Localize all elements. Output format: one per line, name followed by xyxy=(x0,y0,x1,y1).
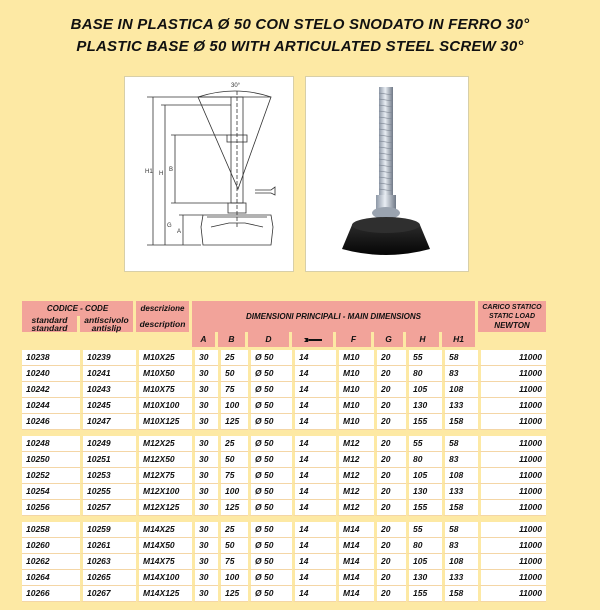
cell-dim-d: Ø 50 xyxy=(248,570,292,586)
cell-dim-b: 125 xyxy=(218,586,248,602)
col-standard-line2: standard xyxy=(31,323,68,333)
cell-dim-d: Ø 50 xyxy=(248,452,292,468)
cell-dim-a: 30 xyxy=(192,586,218,602)
cell-dim-d: Ø 50 xyxy=(248,538,292,554)
cell-description: M10X125 xyxy=(136,414,192,430)
cell-dim-h1: 58 xyxy=(442,522,478,538)
cell-dim-d: Ø 50 xyxy=(248,468,292,484)
cell-static-load: 11000 xyxy=(478,436,546,452)
cell-dim-b: 125 xyxy=(218,414,248,430)
cell-dim-f: M10 xyxy=(336,350,374,366)
cell-static-load: 11000 xyxy=(478,350,546,366)
cell-code-antislip: 10263 xyxy=(80,554,136,570)
cell-code-antislip: 10253 xyxy=(80,468,136,484)
cell-code-antislip: 10255 xyxy=(80,484,136,500)
table-row xyxy=(22,554,546,570)
cell-code-antislip: 10245 xyxy=(80,398,136,414)
cell-dim-d: Ø 50 xyxy=(248,500,292,516)
cell-dim-d: Ø 50 xyxy=(248,382,292,398)
cell-code-standard: 10266 xyxy=(22,586,80,602)
cell-dim-h1: 158 xyxy=(442,500,478,516)
cell-dim-f: M14 xyxy=(336,538,374,554)
col-b-header: B xyxy=(218,332,248,347)
dim-label-h1: H1 xyxy=(145,169,153,175)
dim-label-b: B xyxy=(169,167,174,173)
cell-code-standard: 10258 xyxy=(22,522,80,538)
cell-dim-g: 20 xyxy=(374,554,406,570)
cell-description: M14X50 xyxy=(136,538,192,554)
cell-code-standard: 10250 xyxy=(22,452,80,468)
cell-dim-g: 20 xyxy=(374,468,406,484)
cell-dim-h: 155 xyxy=(406,500,442,516)
cell-code-antislip: 10239 xyxy=(80,350,136,366)
col-h-header: H xyxy=(406,332,442,347)
cell-dim-wrench: 14 xyxy=(292,522,336,538)
cell-description: M10X50 xyxy=(136,366,192,382)
cell-dim-h1: 133 xyxy=(442,570,478,586)
cell-static-load: 11000 xyxy=(478,382,546,398)
static-load-line3: NEWTON xyxy=(494,320,530,330)
cell-code-standard: 10252 xyxy=(22,468,80,484)
static-load-line2: STATIC LOAD xyxy=(488,312,535,320)
cell-code-standard: 10246 xyxy=(22,414,80,430)
table-row xyxy=(22,468,546,484)
dimensions-table xyxy=(22,301,546,602)
cell-description: M10X75 xyxy=(136,382,192,398)
cell-dim-g: 20 xyxy=(374,382,406,398)
cell-code-standard: 10238 xyxy=(22,350,80,366)
cell-dim-g: 20 xyxy=(374,500,406,516)
cell-dim-h1: 58 xyxy=(442,350,478,366)
cell-description: M10X100 xyxy=(136,398,192,414)
cell-dim-b: 75 xyxy=(218,382,248,398)
table-row xyxy=(22,436,546,452)
cell-dim-g: 20 xyxy=(374,398,406,414)
cell-static-load: 11000 xyxy=(478,366,546,382)
cell-dim-h1: 133 xyxy=(442,484,478,500)
cell-dim-g: 20 xyxy=(374,452,406,468)
table-row xyxy=(22,522,546,538)
table-row xyxy=(22,398,546,414)
cell-static-load: 11000 xyxy=(478,538,546,554)
cell-dim-h1: 83 xyxy=(442,452,478,468)
cell-dim-f: M12 xyxy=(336,468,374,484)
table-row xyxy=(22,382,546,398)
dim-label-g: G xyxy=(167,223,172,229)
cell-dim-b: 50 xyxy=(218,452,248,468)
descrizione-header: descrizione xyxy=(136,301,192,316)
cell-dim-b: 100 xyxy=(218,398,248,414)
wrench-icon xyxy=(303,336,323,344)
cell-code-standard: 10260 xyxy=(22,538,80,554)
col-a-header: A xyxy=(192,332,218,347)
cell-dim-f: M14 xyxy=(336,586,374,602)
cell-dim-f: M12 xyxy=(336,436,374,452)
cell-static-load: 11000 xyxy=(478,554,546,570)
cell-dim-h1: 158 xyxy=(442,414,478,430)
cell-dim-a: 30 xyxy=(192,382,218,398)
cell-description: M14X25 xyxy=(136,522,192,538)
technical-drawing xyxy=(124,76,294,272)
cell-dim-wrench: 14 xyxy=(292,414,336,430)
cell-dim-a: 30 xyxy=(192,468,218,484)
cell-dim-h1: 133 xyxy=(442,398,478,414)
cell-dim-wrench: 14 xyxy=(292,436,336,452)
cell-dim-h1: 83 xyxy=(442,538,478,554)
table-row xyxy=(22,414,546,430)
cell-dim-d: Ø 50 xyxy=(248,398,292,414)
table-row xyxy=(22,500,546,516)
cell-dim-g: 20 xyxy=(374,538,406,554)
cell-dim-wrench: 14 xyxy=(292,382,336,398)
cell-dim-g: 20 xyxy=(374,436,406,452)
cell-dim-f: M14 xyxy=(336,554,374,570)
cell-dim-wrench: 14 xyxy=(292,570,336,586)
cell-dim-f: M10 xyxy=(336,382,374,398)
cell-dim-b: 75 xyxy=(218,468,248,484)
technical-drawing-svg xyxy=(125,77,293,271)
cell-dim-f: M10 xyxy=(336,398,374,414)
cell-static-load: 11000 xyxy=(478,484,546,500)
cell-code-standard: 10242 xyxy=(22,382,80,398)
cell-dim-f: M10 xyxy=(336,414,374,430)
cell-dim-a: 30 xyxy=(192,500,218,516)
table-row xyxy=(22,484,546,500)
cell-code-standard: 10244 xyxy=(22,398,80,414)
cell-dim-h: 130 xyxy=(406,570,442,586)
cell-dim-g: 20 xyxy=(374,522,406,538)
cell-dim-h: 105 xyxy=(406,554,442,570)
cell-dim-d: Ø 50 xyxy=(248,414,292,430)
cell-description: M14X75 xyxy=(136,554,192,570)
cell-dim-g: 20 xyxy=(374,366,406,382)
cell-dim-b: 100 xyxy=(218,570,248,586)
table-row xyxy=(22,570,546,586)
col-standard-header xyxy=(22,316,80,332)
main-dimensions-header: DIMENSIONI PRINCIPALI - MAIN DIMENSIONS xyxy=(192,301,478,332)
cell-code-antislip: 10249 xyxy=(80,436,136,452)
cell-code-antislip: 10247 xyxy=(80,414,136,430)
cell-dim-d: Ø 50 xyxy=(248,484,292,500)
cell-dim-g: 20 xyxy=(374,414,406,430)
cell-dim-wrench: 14 xyxy=(292,484,336,500)
cell-dim-a: 30 xyxy=(192,554,218,570)
col-f-header: F xyxy=(336,332,374,347)
cell-static-load: 11000 xyxy=(478,570,546,586)
cell-dim-wrench: 14 xyxy=(292,500,336,516)
cell-code-antislip: 10241 xyxy=(80,366,136,382)
cell-description: M12X50 xyxy=(136,452,192,468)
product-photo-svg xyxy=(306,77,468,271)
cell-code-antislip: 10243 xyxy=(80,382,136,398)
title-english: PLASTIC BASE Ø 50 WITH ARTICULATED STEEL SCREW 30° xyxy=(76,38,524,55)
cell-description: M12X75 xyxy=(136,468,192,484)
cell-dim-a: 30 xyxy=(192,398,218,414)
cell-code-antislip: 10259 xyxy=(80,522,136,538)
cell-dim-a: 30 xyxy=(192,452,218,468)
cell-dim-wrench: 14 xyxy=(292,554,336,570)
cell-dim-f: M14 xyxy=(336,570,374,586)
cell-dim-d: Ø 50 xyxy=(248,522,292,538)
dim-label-a: A xyxy=(177,229,182,235)
cell-dim-g: 20 xyxy=(374,484,406,500)
cell-dim-wrench: 14 xyxy=(292,538,336,554)
cell-dim-a: 30 xyxy=(192,414,218,430)
cell-dim-b: 25 xyxy=(218,522,248,538)
cell-dim-h: 55 xyxy=(406,350,442,366)
cell-dim-g: 20 xyxy=(374,350,406,366)
cell-code-antislip: 10267 xyxy=(80,586,136,602)
table-row xyxy=(22,538,546,554)
cell-dim-h1: 158 xyxy=(442,586,478,602)
cell-dim-b: 50 xyxy=(218,538,248,554)
cell-dim-h1: 108 xyxy=(442,554,478,570)
col-wrench-header xyxy=(292,332,336,347)
col-antislip-header xyxy=(80,316,136,332)
static-load-line1: CARICO STATICO xyxy=(482,303,542,311)
cell-dim-a: 30 xyxy=(192,538,218,554)
cell-static-load: 11000 xyxy=(478,452,546,468)
cell-dim-h: 130 xyxy=(406,398,442,414)
cell-dim-h: 80 xyxy=(406,452,442,468)
table-row xyxy=(22,452,546,468)
product-photo xyxy=(305,76,469,272)
cell-dim-b: 50 xyxy=(218,366,248,382)
cell-dim-b: 75 xyxy=(218,554,248,570)
cell-dim-b: 100 xyxy=(218,484,248,500)
col-d-header: D xyxy=(248,332,292,347)
cell-dim-h: 55 xyxy=(406,522,442,538)
title-italian: BASE IN PLASTICA Ø 50 CON STELO SNODATO IN FERRO 30° xyxy=(70,16,530,33)
cell-static-load: 11000 xyxy=(478,522,546,538)
cell-code-antislip: 10257 xyxy=(80,500,136,516)
cell-static-load: 11000 xyxy=(478,468,546,484)
cell-static-load: 11000 xyxy=(478,414,546,430)
cell-dim-wrench: 14 xyxy=(292,350,336,366)
cell-dim-wrench: 14 xyxy=(292,398,336,414)
cell-dim-h: 130 xyxy=(406,484,442,500)
cell-static-load: 11000 xyxy=(478,398,546,414)
cell-description: M12X100 xyxy=(136,484,192,500)
cell-dim-a: 30 xyxy=(192,522,218,538)
cell-dim-b: 25 xyxy=(218,350,248,366)
cell-dim-f: M12 xyxy=(336,452,374,468)
cell-dim-h: 80 xyxy=(406,366,442,382)
cell-dim-d: Ø 50 xyxy=(248,436,292,452)
cell-dim-h1: 108 xyxy=(442,468,478,484)
description-subheader: description xyxy=(136,316,192,332)
cell-dim-h: 155 xyxy=(406,586,442,602)
cell-dim-a: 30 xyxy=(192,484,218,500)
cell-dim-h: 80 xyxy=(406,538,442,554)
cell-static-load: 11000 xyxy=(478,586,546,602)
dim-label-h: H xyxy=(159,171,164,177)
cell-description: M14X125 xyxy=(136,586,192,602)
cell-code-standard: 10262 xyxy=(22,554,80,570)
cell-dim-d: Ø 50 xyxy=(248,554,292,570)
cell-dim-a: 30 xyxy=(192,366,218,382)
cell-static-load: 11000 xyxy=(478,500,546,516)
cell-dim-f: M14 xyxy=(336,522,374,538)
cell-dim-d: Ø 50 xyxy=(248,350,292,366)
cell-dim-h: 155 xyxy=(406,414,442,430)
cell-dim-h: 105 xyxy=(406,382,442,398)
cell-code-standard: 10254 xyxy=(22,484,80,500)
table-row xyxy=(22,586,546,602)
codice-header: CODICE - CODE xyxy=(22,301,136,316)
cell-dim-b: 125 xyxy=(218,500,248,516)
cell-dim-wrench: 14 xyxy=(292,452,336,468)
cell-dim-wrench: 14 xyxy=(292,468,336,484)
col-g-header: G xyxy=(374,332,406,347)
col-h1-header: H1 xyxy=(442,332,478,347)
cell-dim-d: Ø 50 xyxy=(248,586,292,602)
cell-description: M14X100 xyxy=(136,570,192,586)
cell-code-antislip: 10251 xyxy=(80,452,136,468)
cell-code-standard: 10256 xyxy=(22,500,80,516)
cell-code-standard: 10248 xyxy=(22,436,80,452)
cell-dim-h: 55 xyxy=(406,436,442,452)
cell-dim-a: 30 xyxy=(192,436,218,452)
cell-description: M10X25 xyxy=(136,350,192,366)
cell-code-standard: 10240 xyxy=(22,366,80,382)
table-row xyxy=(22,366,546,382)
col-antislip-line1: antiscivolo xyxy=(84,315,129,325)
cell-dim-b: 25 xyxy=(218,436,248,452)
cell-dim-h1: 58 xyxy=(442,436,478,452)
col-antislip-line2: antislip xyxy=(91,323,122,333)
cell-description: M12X25 xyxy=(136,436,192,452)
cell-code-antislip: 10265 xyxy=(80,570,136,586)
cell-code-antislip: 10261 xyxy=(80,538,136,554)
col-standard-line1: standard xyxy=(31,315,68,325)
table-row xyxy=(22,350,546,366)
cell-dim-a: 30 xyxy=(192,570,218,586)
cell-dim-wrench: 14 xyxy=(292,586,336,602)
cell-code-standard: 10264 xyxy=(22,570,80,586)
cell-dim-a: 30 xyxy=(192,350,218,366)
cell-dim-f: M12 xyxy=(336,500,374,516)
cell-dim-h1: 108 xyxy=(442,382,478,398)
cell-dim-wrench: 14 xyxy=(292,366,336,382)
cell-description: M12X125 xyxy=(136,500,192,516)
cell-dim-g: 20 xyxy=(374,586,406,602)
cell-dim-h1: 83 xyxy=(442,366,478,382)
cell-dim-h: 105 xyxy=(406,468,442,484)
cell-dim-f: M12 xyxy=(336,484,374,500)
static-load-header xyxy=(478,301,546,332)
angle-label: 30° xyxy=(231,83,241,89)
cell-dim-g: 20 xyxy=(374,570,406,586)
cell-dim-d: Ø 50 xyxy=(248,366,292,382)
cell-dim-f: M10 xyxy=(336,366,374,382)
